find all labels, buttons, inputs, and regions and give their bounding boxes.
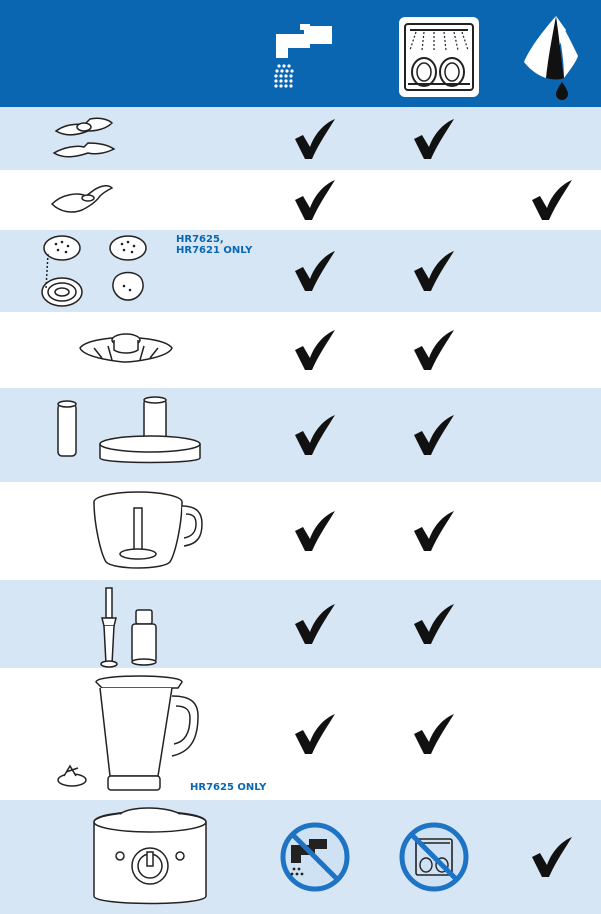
check-icon	[412, 511, 456, 555]
check-icon	[293, 180, 337, 224]
check-icon	[412, 604, 456, 648]
check-icon	[293, 251, 337, 295]
dishwasher-icon	[398, 16, 480, 98]
check-icon	[530, 837, 574, 881]
blender-jar-icon	[52, 672, 212, 802]
check-icon	[412, 714, 456, 758]
header-band	[0, 0, 601, 107]
spindle-icon	[98, 584, 162, 672]
table-row	[0, 482, 601, 580]
table-row	[0, 668, 601, 800]
check-icon	[293, 511, 337, 555]
table-row	[0, 170, 601, 230]
no-dishwasher-icon	[398, 821, 470, 897]
model-note: HR7625, HR7621 ONLY	[176, 234, 253, 256]
check-icon	[293, 714, 337, 758]
disc-holder-icon	[76, 324, 176, 378]
discs-icon	[40, 234, 158, 318]
bowl-icon	[88, 488, 208, 578]
whisk-blade-icon	[50, 182, 114, 226]
check-icon	[293, 119, 337, 163]
check-icon	[530, 180, 574, 224]
tap-rinse-icon	[272, 18, 336, 92]
check-icon	[293, 415, 337, 459]
table-row	[0, 800, 601, 914]
pusher-lid-icon	[52, 396, 202, 480]
table-row	[0, 230, 601, 312]
table-row	[0, 312, 601, 388]
check-icon	[293, 330, 337, 374]
check-icon	[412, 251, 456, 295]
check-icon	[412, 330, 456, 374]
model-note: HR7625 ONLY	[190, 782, 267, 793]
motor-unit-icon	[80, 804, 220, 914]
check-icon	[412, 415, 456, 459]
no-tap-rinse-icon	[279, 821, 351, 897]
table-row	[0, 107, 601, 170]
check-icon	[293, 604, 337, 648]
table-row	[0, 580, 601, 668]
wipe-cloth-icon	[522, 14, 580, 102]
chopping-blades-icon	[50, 113, 120, 171]
table-row	[0, 388, 601, 482]
check-icon	[412, 119, 456, 163]
